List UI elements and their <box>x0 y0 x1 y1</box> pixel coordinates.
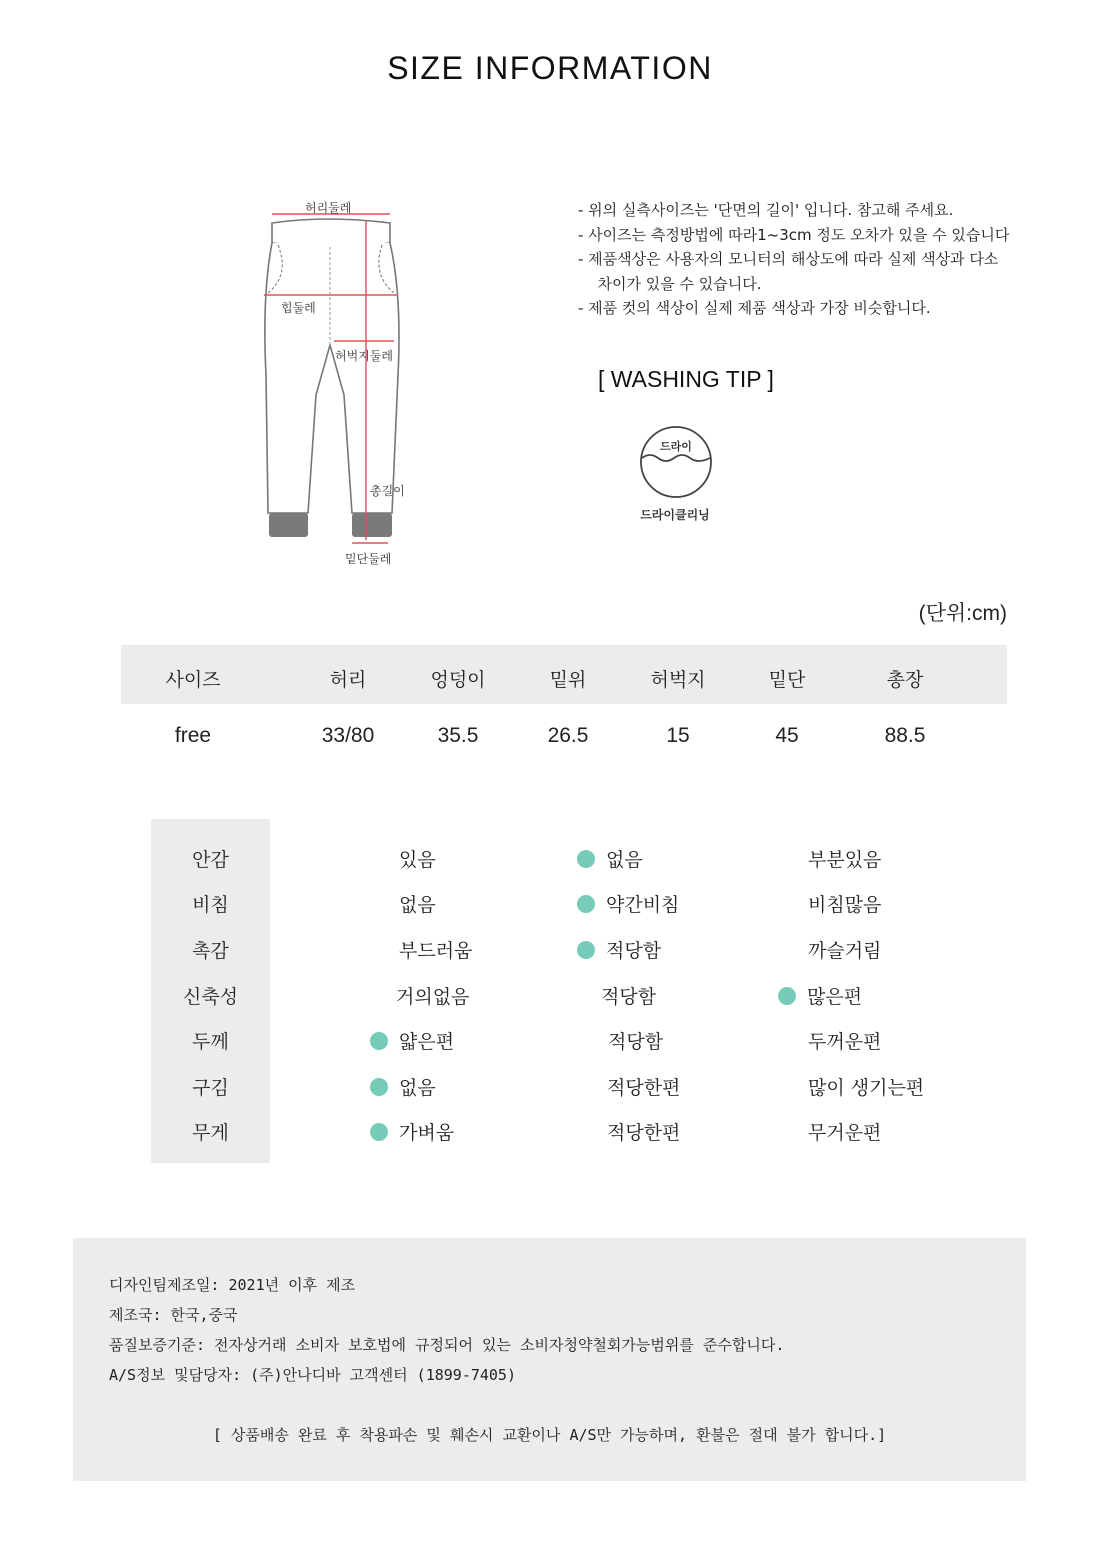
selected-dot-icon <box>370 1123 388 1141</box>
thigh-measure-label: 허벅지둘레 <box>335 349 393 363</box>
attribute-option <box>370 1073 436 1100</box>
hip-measure-label: 힙둘레 <box>281 301 316 315</box>
attribute-label: 두께 <box>192 1031 229 1053</box>
attribute-row <box>151 1116 1051 1146</box>
header-cell: 사이즈 <box>165 670 221 691</box>
unit-label: (단위:cm) <box>918 602 1007 625</box>
note-line: - 사이즈는 측정방법에 따라1~3cm 정도 오차가 있을 수 있습니다 <box>578 225 1010 244</box>
attribute-label: 촉감 <box>192 940 229 962</box>
attribute-option-label: 부분있음 <box>808 849 882 871</box>
note-line: 차이가 있을 수 있습니다. <box>588 274 762 293</box>
header-cell: 허벅지 <box>650 670 706 691</box>
attribute-option-label: 있음 <box>399 849 436 871</box>
table-cell: 88.5 <box>884 724 926 747</box>
attribute-option-label: 약간비침 <box>606 894 680 916</box>
attribute-option <box>399 890 436 917</box>
hem-measure-label: 밑단둘레 <box>345 552 392 566</box>
info-line: 품질보증기준: 전자상거래 소비자 보호법에 규정되어 있는 소비자청약철회가능범위를 준수합니다. <box>109 1336 785 1354</box>
product-info-box <box>73 1238 1026 1481</box>
attribute-option <box>808 1118 881 1145</box>
attribute-option-label: 적당함 <box>601 986 657 1008</box>
attribute-row <box>151 1025 1051 1055</box>
note-line: - 제품 컷의 색상이 실제 제품 색상과 가장 비슷합니다. <box>578 299 931 317</box>
attribute-row <box>151 888 1051 918</box>
header-cell: 총장 <box>886 670 924 691</box>
attribute-label: 무게 <box>192 1122 229 1144</box>
selected-dot-icon <box>370 1032 388 1050</box>
attribute-option <box>808 890 881 917</box>
attribute-label: 신축성 <box>182 986 239 1008</box>
attribute-label: 안감 <box>192 849 229 871</box>
header-cell: 허리 <box>329 670 367 691</box>
info-line: A/S정보 및담당자: (주)안나디바 고객센터 (1899-7405) <box>109 1366 516 1384</box>
attribute-option-label: 가벼움 <box>399 1122 455 1144</box>
attribute-option-label: 얇은편 <box>399 1031 455 1053</box>
attribute-option <box>607 1073 680 1100</box>
table-cell: 15 <box>666 724 690 747</box>
attribute-option <box>399 845 436 872</box>
attribute-option <box>808 1027 881 1054</box>
attribute-option <box>808 1073 924 1100</box>
page-title: SIZE INFORMATION <box>387 50 713 86</box>
attribute-option-label: 적당한편 <box>607 1077 681 1099</box>
selected-dot-icon <box>370 1078 388 1096</box>
attribute-option-label: 거의없음 <box>396 986 470 1008</box>
attribute-option-label: 많이 생기는편 <box>808 1077 925 1099</box>
attribute-option-label: 적당한편 <box>607 1122 681 1144</box>
pants-diagram <box>252 195 422 570</box>
note-line: - 제품색상은 사용자의 모니터의 해상도에 따라 실제 색상과 다소 <box>578 250 999 268</box>
attribute-option <box>607 1118 680 1145</box>
table-cell: free <box>174 724 212 747</box>
attribute-option-label: 까슬거림 <box>808 940 882 962</box>
header-cell: 엉덩이 <box>430 670 486 691</box>
header-cell: 밑위 <box>549 670 587 691</box>
selected-dot-icon <box>577 895 595 913</box>
attribute-label: 비침 <box>192 894 229 916</box>
info-line: 제조국: 한국,중국 <box>109 1306 238 1324</box>
attribute-option-label: 두꺼운편 <box>808 1031 882 1053</box>
attribute-row <box>151 934 1051 964</box>
waist-measure-label: 허리둘레 <box>305 201 352 215</box>
attribute-option-label: 없음 <box>399 894 436 916</box>
attribute-option <box>608 1027 663 1054</box>
attribute-row <box>151 980 1051 1010</box>
note-line: - 위의 실측사이즈는 '단면의 길이' 입니다. 참고해 주세요. <box>578 201 954 219</box>
length-measure-label: 총길이 <box>370 484 405 498</box>
attribute-row <box>151 1071 1051 1101</box>
attribute-option <box>808 936 881 963</box>
info-line: 디자인팀제조일: 2021년 이후 제조 <box>109 1276 356 1294</box>
attribute-option <box>399 936 472 963</box>
attribute-option <box>370 1027 454 1054</box>
attribute-option-label: 없음 <box>606 849 643 871</box>
attribute-option-label: 적당함 <box>606 940 662 962</box>
pants-illustration <box>252 195 422 570</box>
washing-tip-title: [ WASHING TIP ] <box>598 366 774 392</box>
table-cell: 26.5 <box>547 724 589 747</box>
dry-icon-text: 드라이 <box>660 440 692 453</box>
header-cell: 밑단 <box>768 670 806 691</box>
attribute-option <box>396 982 469 1009</box>
selected-dot-icon <box>577 850 595 868</box>
table-cell: 35.5 <box>437 724 479 747</box>
selected-dot-icon <box>577 941 595 959</box>
attribute-option <box>370 1118 454 1145</box>
dry-cleaning-label: 드라이클리닝 <box>640 508 710 522</box>
attribute-option-label: 비침많음 <box>808 894 882 916</box>
attribute-option <box>577 845 643 872</box>
table-cell: 33/80 <box>321 724 375 747</box>
attribute-option-label: 많은편 <box>807 986 863 1008</box>
attribute-option <box>577 890 679 917</box>
attribute-option-label: 무거운편 <box>808 1122 882 1144</box>
selected-dot-icon <box>778 987 796 1005</box>
attribute-option-label: 적당함 <box>608 1031 664 1053</box>
attribute-option <box>778 982 862 1009</box>
attribute-option <box>808 845 881 872</box>
table-row <box>121 704 1007 768</box>
dry-cleaning-icon <box>638 424 714 500</box>
attribute-row <box>151 843 1051 873</box>
size-notes <box>578 198 1058 321</box>
attribute-option-label: 없음 <box>399 1077 436 1099</box>
table-cell: 45 <box>775 724 799 747</box>
attribute-option <box>577 936 661 963</box>
attribute-label: 구김 <box>192 1077 229 1099</box>
attribute-option <box>601 982 656 1009</box>
attribute-option-label: 부드러움 <box>399 940 473 962</box>
refund-notice: [ 상품배송 완료 후 착용파손 및 훼손시 교환이나 A/S만 가능하며, 환불은 절대 불가 합니다.] <box>212 1426 887 1444</box>
size-table-header <box>121 645 1007 704</box>
